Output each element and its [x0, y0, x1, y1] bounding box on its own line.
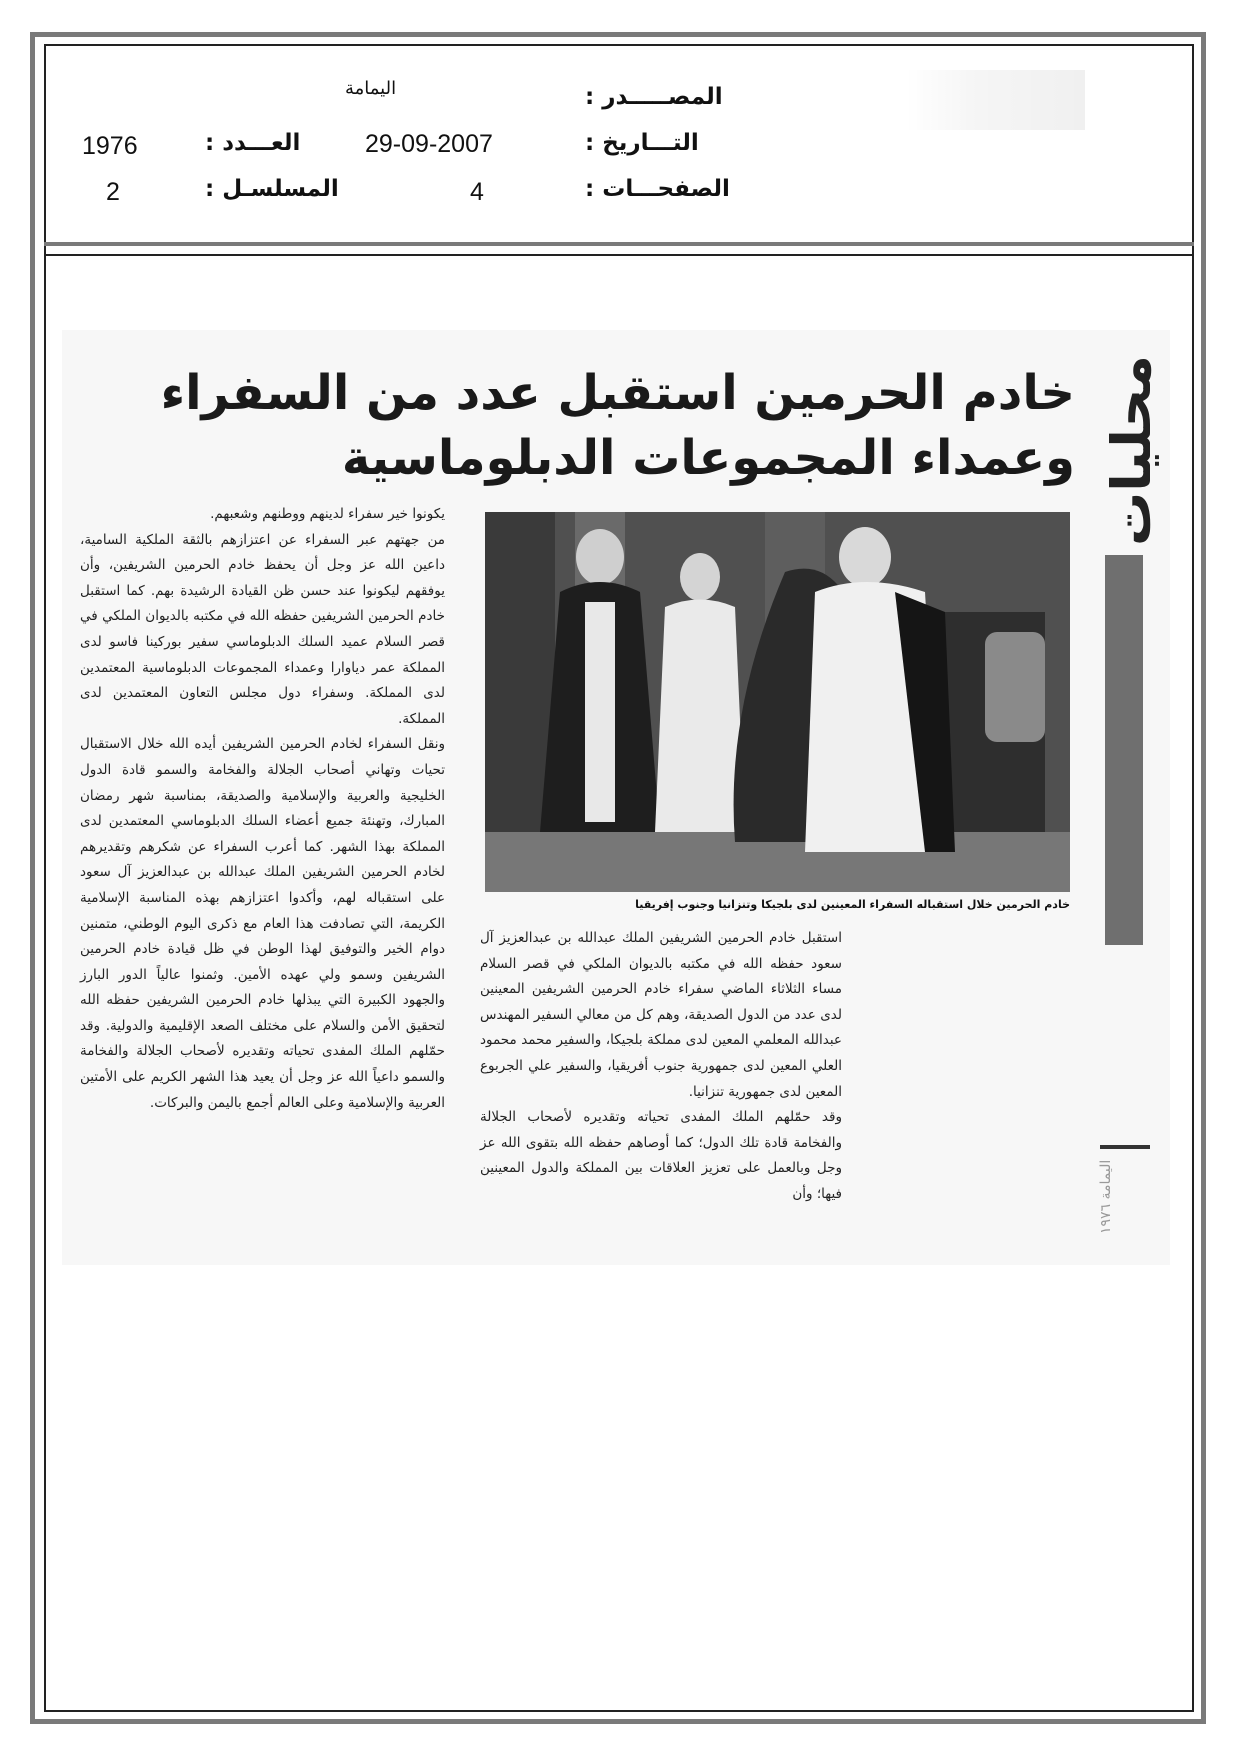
date-value: 29-09-2007 — [365, 130, 493, 158]
section-title-text: محليات — [1100, 355, 1163, 546]
source-value: اليمامة — [345, 78, 397, 99]
headline-line-1: خادم الحرمين استقبل عدد من السفراء — [160, 365, 1075, 421]
header-separator — [44, 242, 1194, 256]
article-column-left — [80, 502, 445, 1116]
faded-logo — [905, 70, 1085, 130]
headline-line-2: وعمداء المجموعات الدبلوماسية — [341, 430, 1075, 486]
paragraph: استقبل خادم الحرمين الشريفين الملك عبدالله بن عبدالعزيز آل سعود حفظه الله في مكتبه بالديوان الملكي في قصر السلام مساء الثلاثاء الماضي سفراء خادم الحرمين الشريفين المعينين لدى عدد من الدول الصديقة، وهم كل من معالي السفير المهندس عبدالله المعلمي المعين لدى مملكة بلجيكا، والسفير محمد محمود العلي المعين لدى جمهورية جنوب أفريقيا، والسفير علي الجربوع المعين لدى جمهورية تنزانيا. — [480, 930, 842, 1100]
photo-caption: خادم الحرمين خلال استقباله السفراء المعينين لدى بلجيكا وتنزانيا وجنوب إفريقيا — [635, 898, 1070, 911]
paragraph: يكونوا خير سفراء لدينهم ووطنهم وشعبهم. — [210, 506, 445, 522]
serial-value: 2 — [106, 178, 120, 206]
source-label: المصـــــدر : — [585, 84, 723, 110]
section-title — [1100, 355, 1170, 545]
article-photo — [485, 512, 1070, 892]
serial-label: المسلسـل : — [205, 176, 339, 202]
paragraph: من جهتهم عبر السفراء عن اعتزازهم بالثقة الملكية السامية، داعين الله عز وجل أن يحفظ خادم الحرمين الشريفين، وأن يوفقهم ليكونوا عند حسن ظن القيادة الرشيدة بهم. كما استقبل خادم الحرمين الشريفين حفظه الله في مكتبه بالديوان الملكي في قصر السلام عميد السلك الدبلوماسي سفير بوركينا فاسو لدى المملكة عمر دياوارا وعمداء المجموعات الدبلوماسية المعتمدين لدى المملكة. وسفراء دول مجلس التعاون المعتمدين لدى المملكة. — [80, 531, 445, 727]
side-folio: اليمامة ١٩٧٦ — [1098, 1160, 1114, 1235]
paragraph: وقد حمّلهم الملك المفدى تحياته وتقديره لأصحاب الجلالة والفخامة قادة تلك الدول؛ كما أوصاهم حفظه الله بتقوى الله عز وجل وبالعمل على تعزيز العلاقات بين المملكة والدول المعينين فيها؛ وأن — [480, 1109, 842, 1202]
photo-illustration — [485, 512, 1070, 892]
pages-label: الصفحـــات : — [585, 176, 730, 202]
article-column-right — [480, 926, 842, 1208]
pages-value: 4 — [470, 178, 484, 206]
side-rule — [1100, 1145, 1150, 1149]
section-bar — [1105, 555, 1143, 945]
paragraph: ونقل السفراء لخادم الحرمين الشريفين أيده الله خلال الاستقبال تحيات وتهاني أصحاب الجلالة والفخامة والسمو قادة الدول الخليجية والعربية والإسلامية والصديقة، بمناسبة شهر رمضان المبارك، وتهنئة جميع أعضاء السلك الدبلوماسي المعتمدين لدى المملكة بهذا الشهر. كما أعرب السفراء عن شكرهم وتقديرهم لخادم الحرمين الشريفين الملك عبدالله بن عبدالعزيز آل سعود على استقباله لهم، وأكدوا اعتزازهم بهذه المناسبة الإسلامية الكريمة، التي تصادفت هذا العام مع ذكرى اليوم الوطني، متمنين دوام الخير والتوفيق لهذا الوطن في ظل قيادة خادم الحرمين الشريفين وسمو ولي عهده الأمين. وثمنوا عالياً الدور البارز والجهود الكبيرة التي يبذلها خادم الحرمين الشريفين حفظه الله لتحقيق الأمن والسلام على مختلف الصعد الإقليمية والدولية. وقد حمّلهم الملك المفدى تحياته وتقديره لأصحاب الجلالة والفخامة والسمو داعياً الله عز وجل أن يعيد هذا الشهر الكريم على الأمتين العربية والإسلامية وعلى العالم أجمع باليمن والبركات. — [80, 736, 445, 1111]
date-label: التـــاريخ : — [585, 130, 699, 156]
issue-value: 1976 — [82, 132, 138, 160]
issue-label: العـــدد : — [205, 130, 301, 156]
